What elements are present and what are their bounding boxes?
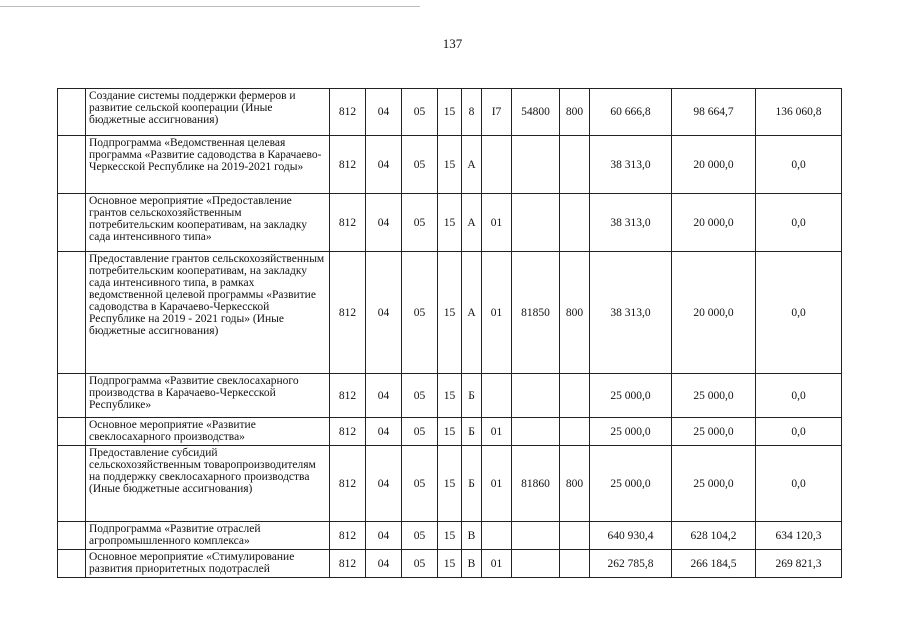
page-number: 137 bbox=[442, 36, 463, 51]
row-v1-cell: 640 930,4 bbox=[590, 522, 672, 550]
table-row bbox=[58, 418, 842, 446]
row-blank-cell bbox=[58, 374, 86, 418]
row-c8-cell: 800 bbox=[560, 446, 590, 522]
row-c2-cell: 04 bbox=[366, 550, 402, 578]
row-v3-cell: 0,0 bbox=[756, 374, 842, 418]
row-c5-cell: А bbox=[462, 252, 482, 374]
row-v3-cell: 0,0 bbox=[756, 446, 842, 522]
row-c1-cell: 812 bbox=[330, 194, 366, 252]
row-c3-cell: 05 bbox=[402, 418, 438, 446]
row-v2-cell: 20 000,0 bbox=[672, 136, 756, 194]
row-c2-cell: 04 bbox=[366, 374, 402, 418]
row-c7-cell: 54800 bbox=[512, 89, 560, 136]
row-c4-cell: 15 bbox=[438, 252, 462, 374]
row-c6-cell bbox=[482, 136, 512, 194]
row-c7-cell bbox=[512, 374, 560, 418]
row-c7-cell: 81860 bbox=[512, 446, 560, 522]
row-v2-cell: 25 000,0 bbox=[672, 446, 756, 522]
row-name-cell: Подпрограмма «Развитие свеклосахарного производства в Карачаево-Черкесской Республике» bbox=[86, 374, 330, 418]
row-c3-cell: 05 bbox=[402, 136, 438, 194]
table-row bbox=[58, 446, 842, 522]
row-c8-cell bbox=[560, 374, 590, 418]
row-v1-cell: 38 313,0 bbox=[590, 136, 672, 194]
row-c1-cell: 812 bbox=[330, 446, 366, 522]
row-blank-cell bbox=[58, 418, 86, 446]
row-blank-cell bbox=[58, 89, 86, 136]
row-c1-cell: 812 bbox=[330, 418, 366, 446]
row-v3-cell: 0,0 bbox=[756, 194, 842, 252]
row-c3-cell: 05 bbox=[402, 89, 438, 136]
row-c6-cell: 01 bbox=[482, 446, 512, 522]
row-c7-cell bbox=[512, 194, 560, 252]
row-name-cell: Основное мероприятие «Стимулирование развития приоритетных подотраслей bbox=[86, 550, 330, 578]
row-name-cell: Подпрограмма «Ведомственная целевая программа «Развитие садоводства в Карачаево-Черкесской Республике на 2019-2021 годы» bbox=[86, 136, 330, 194]
row-c6-cell bbox=[482, 374, 512, 418]
row-v2-cell: 628 104,2 bbox=[672, 522, 756, 550]
row-c5-cell: Б bbox=[462, 418, 482, 446]
row-c4-cell: 15 bbox=[438, 522, 462, 550]
row-c6-cell: 01 bbox=[482, 194, 512, 252]
row-c2-cell: 04 bbox=[366, 418, 402, 446]
row-c1-cell: 812 bbox=[330, 374, 366, 418]
row-c4-cell: 15 bbox=[438, 550, 462, 578]
row-v3-cell: 136 060,8 bbox=[756, 89, 842, 136]
row-c3-cell: 05 bbox=[402, 522, 438, 550]
row-v1-cell: 38 313,0 bbox=[590, 194, 672, 252]
row-c6-cell bbox=[482, 522, 512, 550]
row-v2-cell: 266 184,5 bbox=[672, 550, 756, 578]
row-c7-cell bbox=[512, 136, 560, 194]
row-c5-cell: 8 bbox=[462, 89, 482, 136]
row-c8-cell bbox=[560, 522, 590, 550]
row-name-cell: Предоставление грантов сельскохозяйственным потребительским кооперативам, на закладку сада интенсивного типа, в рамках ведомственной целевой программы «Развитие садоводства в Карачаево-Черкесской Республике на 2019 - 2021 годы» (Иные бюджетные ассигнования) bbox=[86, 252, 330, 374]
row-c4-cell: 15 bbox=[438, 446, 462, 522]
table-row bbox=[58, 374, 842, 418]
row-c4-cell: 15 bbox=[438, 89, 462, 136]
row-blank-cell bbox=[58, 252, 86, 374]
row-name-cell: Основное мероприятие «Предоставление грантов сельскохозяйственным потребительским кооперативам, на закладку сада интенсивного типа» bbox=[86, 194, 330, 252]
top-rule bbox=[0, 6, 420, 7]
row-v2-cell: 25 000,0 bbox=[672, 374, 756, 418]
row-c8-cell bbox=[560, 550, 590, 578]
row-c4-cell: 15 bbox=[438, 194, 462, 252]
row-name-cell: Подпрограмма «Развитие отраслей агропромышленного комплекса» bbox=[86, 522, 330, 550]
row-blank-cell bbox=[58, 136, 86, 194]
row-c2-cell: 04 bbox=[366, 136, 402, 194]
row-c7-cell: 81850 bbox=[512, 252, 560, 374]
budget-table bbox=[57, 88, 842, 578]
row-v1-cell: 38 313,0 bbox=[590, 252, 672, 374]
row-c6-cell: 01 bbox=[482, 550, 512, 578]
row-c3-cell: 05 bbox=[402, 446, 438, 522]
row-c1-cell: 812 bbox=[330, 550, 366, 578]
row-c5-cell: А bbox=[462, 194, 482, 252]
row-v1-cell: 25 000,0 bbox=[590, 374, 672, 418]
row-v3-cell: 0,0 bbox=[756, 136, 842, 194]
row-blank-cell bbox=[58, 194, 86, 252]
row-c4-cell: 15 bbox=[438, 136, 462, 194]
row-c7-cell bbox=[512, 418, 560, 446]
row-v3-cell: 0,0 bbox=[756, 418, 842, 446]
row-c6-cell: 01 bbox=[482, 252, 512, 374]
row-blank-cell bbox=[58, 550, 86, 578]
row-c8-cell bbox=[560, 136, 590, 194]
row-c3-cell: 05 bbox=[402, 374, 438, 418]
table-row bbox=[58, 89, 842, 136]
row-v2-cell: 20 000,0 bbox=[672, 252, 756, 374]
row-c5-cell: А bbox=[462, 136, 482, 194]
row-v1-cell: 25 000,0 bbox=[590, 418, 672, 446]
row-c2-cell: 04 bbox=[366, 194, 402, 252]
row-v2-cell: 98 664,7 bbox=[672, 89, 756, 136]
row-c8-cell: 800 bbox=[560, 89, 590, 136]
table-row bbox=[58, 522, 842, 550]
row-v3-cell: 634 120,3 bbox=[756, 522, 842, 550]
row-c2-cell: 04 bbox=[366, 522, 402, 550]
row-v1-cell: 262 785,8 bbox=[590, 550, 672, 578]
row-c1-cell: 812 bbox=[330, 252, 366, 374]
row-c2-cell: 04 bbox=[366, 446, 402, 522]
row-c8-cell bbox=[560, 418, 590, 446]
row-c2-cell: 04 bbox=[366, 252, 402, 374]
row-v1-cell: 60 666,8 bbox=[590, 89, 672, 136]
row-c2-cell: 04 bbox=[366, 89, 402, 136]
row-c6-cell: 01 bbox=[482, 418, 512, 446]
row-c1-cell: 812 bbox=[330, 522, 366, 550]
row-c8-cell: 800 bbox=[560, 252, 590, 374]
table-row bbox=[58, 194, 842, 252]
row-blank-cell bbox=[58, 522, 86, 550]
row-c7-cell bbox=[512, 522, 560, 550]
row-c3-cell: 05 bbox=[402, 194, 438, 252]
row-v3-cell: 269 821,3 bbox=[756, 550, 842, 578]
row-c3-cell: 05 bbox=[402, 252, 438, 374]
row-name-cell: Предоставление субсидий сельскохозяйственным товаропроизводителям на поддержку свеклосахарного производства (Иные бюджетные ассигнования) bbox=[86, 446, 330, 522]
row-c5-cell: В bbox=[462, 550, 482, 578]
row-v1-cell: 25 000,0 bbox=[590, 446, 672, 522]
row-c1-cell: 812 bbox=[330, 89, 366, 136]
row-c3-cell: 05 bbox=[402, 550, 438, 578]
row-blank-cell bbox=[58, 446, 86, 522]
row-v2-cell: 25 000,0 bbox=[672, 418, 756, 446]
row-c4-cell: 15 bbox=[438, 374, 462, 418]
row-name-cell: Создание системы поддержки фермеров и развитие сельской кооперации (Иные бюджетные ассигнования) bbox=[86, 89, 330, 136]
table-row bbox=[58, 252, 842, 374]
row-v2-cell: 20 000,0 bbox=[672, 194, 756, 252]
row-c6-cell: I7 bbox=[482, 89, 512, 136]
row-c4-cell: 15 bbox=[438, 418, 462, 446]
table-row bbox=[58, 136, 842, 194]
row-v3-cell: 0,0 bbox=[756, 252, 842, 374]
row-c1-cell: 812 bbox=[330, 136, 366, 194]
row-c5-cell: Б bbox=[462, 446, 482, 522]
row-c5-cell: Б bbox=[462, 374, 482, 418]
row-c8-cell bbox=[560, 194, 590, 252]
row-c7-cell bbox=[512, 550, 560, 578]
row-name-cell: Основное мероприятие «Развитие свеклосахарного производства» bbox=[86, 418, 330, 446]
table-row bbox=[58, 550, 842, 578]
row-c5-cell: В bbox=[462, 522, 482, 550]
